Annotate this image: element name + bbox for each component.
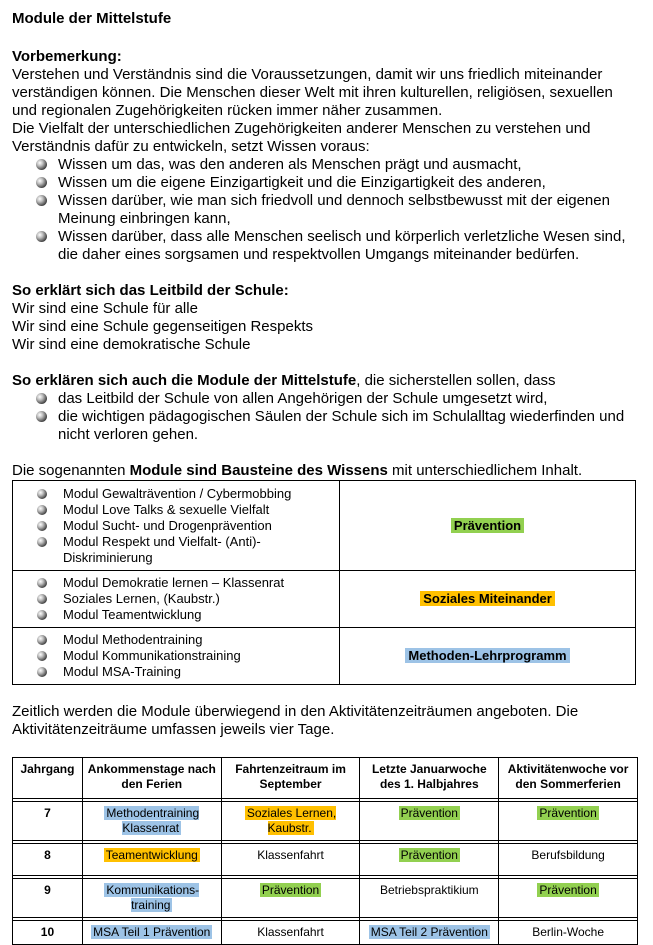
table-cell: Klassenfahrt (221, 921, 360, 945)
list-item: Modul Demokratie lernen – Klassenrat (37, 575, 333, 591)
table-header-row (13, 758, 638, 799)
list-item: Wissen um die eigene Einzigartigkeit und die Einzigartigkeit des anderen, (36, 174, 641, 192)
list-item: Modul MSA-Training (37, 664, 333, 680)
bullet-icon (36, 195, 47, 206)
column-header: Letzte Januarwoche des 1. Halbjahres (360, 758, 499, 799)
column-header: Jahrgang (13, 758, 83, 799)
table-cell: Berufsbildung (499, 844, 638, 876)
category-cell (340, 481, 636, 571)
table-cell: Prävention (360, 844, 499, 876)
table-row (13, 802, 638, 841)
bullet-icon (36, 177, 47, 188)
zeitlich-paragraph: Zeitlich werden die Module überwiegend in den Aktivitätenzeiträumen angeboten. Die Aktivitätenzeiträume umfassen jeweils vier Tage. (12, 703, 579, 738)
table-cell: Teamentwicklung (82, 844, 221, 876)
table-cell: Prävention (360, 802, 499, 841)
list-item: Modul Gewalträvention / Cybermobbing (37, 486, 333, 502)
vorbemerkung-heading: Vorbemerkung: (12, 48, 122, 65)
list-item: Soziales Lernen, (Kaubstr.) (37, 591, 333, 607)
module-table (12, 480, 636, 685)
bullet-icon (37, 537, 47, 547)
table-row (13, 481, 636, 571)
leitbild-line: Wir sind eine demokratische Schule (12, 336, 251, 353)
module-list-cell (13, 481, 340, 571)
bullet-icon (37, 635, 47, 645)
leitbild-line: Wir sind eine Schule für alle (12, 300, 198, 317)
list-item: Wissen darüber, dass alle Menschen seelisch und körperlich verletzliche Wesen sind, die daher eines sorgsamen und respektvollen Umgangs miteinander bedürfen. (36, 228, 641, 264)
module-list-cell (13, 571, 340, 628)
module-intro-bullet-list (12, 390, 641, 444)
column-header: Ankommenstage nach den Ferien (82, 758, 221, 799)
table-cell: Methodentraining Klassenrat (82, 802, 221, 841)
table-cell: Prävention (221, 879, 360, 918)
table-cell: Klassenfahrt (221, 844, 360, 876)
bullet-icon (36, 159, 47, 170)
table-cell: Soziales Lernen, Kaubstr. (221, 802, 360, 841)
bullet-icon (36, 231, 47, 242)
table-cell: Kommunikations-training (82, 879, 221, 918)
list-item: Wissen um das, was den anderen als Menschen prägt und ausmacht, (36, 156, 641, 174)
bullet-icon (37, 594, 47, 604)
bullet-icon (37, 505, 47, 515)
module-list-cell (13, 628, 340, 685)
leitbild-heading: So erklärt sich das Leitbild der Schule: (12, 282, 289, 299)
table-row (13, 879, 638, 918)
category-cell (340, 571, 636, 628)
bausteine-sentence: Die sogenannten Module sind Bausteine des Wissens mit unterschiedlichem Inhalt. (12, 462, 583, 479)
list-item: die wichtigen pädagogischen Säulen der Schule sich im Schulalltag wiederfinden und nicht verloren gehen. (36, 408, 641, 444)
category-cell (340, 628, 636, 685)
vorbemerkung-paragraph-1: Verstehen und Verständnis sind die Voraussetzungen, damit wir uns friedlich miteinander verständigen können. Die Menschen dieser Welt mit ihren kulturellen, religiösen, sexuellen und regionalen Zugehörigkeiten rücken immer näher zusammen. (12, 66, 613, 119)
table-row (13, 844, 638, 876)
leitbild-line: Wir sind eine Schule gegenseitigen Respekts (12, 318, 314, 335)
schedule-table (12, 757, 638, 945)
list-item: Modul Kommunikationstraining (37, 648, 333, 664)
table-cell: Berlin-Woche (499, 921, 638, 945)
table-row (13, 921, 638, 945)
category-label-soziales-miteinander: Soziales Miteinander (420, 591, 555, 606)
table-row (13, 571, 636, 628)
bullet-icon (36, 393, 47, 404)
table-cell: Betriebspraktikium (360, 879, 499, 918)
category-label-methoden-lehrprogramm: Methoden-Lehrprogramm (405, 648, 569, 663)
year-cell: 9 (13, 879, 83, 918)
list-item: Wissen darüber, wie man sich friedvoll und dennoch selbstbewusst mit der eigenen Meinung einbringen kann, (36, 192, 641, 228)
bullet-icon (37, 521, 47, 531)
list-item: Modul Respekt und Vielfalt- (Anti)-Diskriminierung (37, 534, 333, 566)
table-cell: Prävention (499, 802, 638, 841)
list-item: das Leitbild der Schule von allen Angehörigen der Schule umgesetzt wird, (36, 390, 641, 408)
bullet-icon (37, 667, 47, 677)
table-cell: MSA Teil 1 Prävention (82, 921, 221, 945)
bullet-icon (37, 489, 47, 499)
vorbemerkung-bullet-list (12, 156, 641, 264)
table-cell: MSA Teil 2 Prävention (360, 921, 499, 945)
page-title: Module der Mittelstufe (12, 10, 172, 27)
year-cell: 7 (13, 802, 83, 841)
column-header: Aktivitätenwoche vor den Sommerferien (499, 758, 638, 799)
bullet-icon (37, 610, 47, 620)
list-item: Modul Sucht- und Drogenprävention (37, 518, 333, 534)
table-row (13, 628, 636, 685)
year-cell: 8 (13, 844, 83, 876)
list-item: Modul Teamentwicklung (37, 607, 333, 623)
table-cell: Prävention (499, 879, 638, 918)
vorbemerkung-paragraph-2: Die Vielfalt der unterschiedlichen Zugehörigkeiten anderer Menschen zu verstehen und Verständnis dafür zu entwickeln, setzt Wissen voraus: (12, 120, 591, 155)
column-header: Fahrtenzeitraum im September (221, 758, 360, 799)
bullet-icon (37, 651, 47, 661)
year-cell: 10 (13, 921, 83, 945)
category-label-praevention: Prävention (451, 518, 524, 533)
bullet-icon (37, 578, 47, 588)
list-item: Modul Love Talks & sexuelle Vielfalt (37, 502, 333, 518)
module-intro: So erklären sich auch die Module der Mittelstufe, die sicherstellen sollen, dass (12, 372, 556, 389)
bullet-icon (36, 411, 47, 422)
list-item: Modul Methodentraining (37, 632, 333, 648)
